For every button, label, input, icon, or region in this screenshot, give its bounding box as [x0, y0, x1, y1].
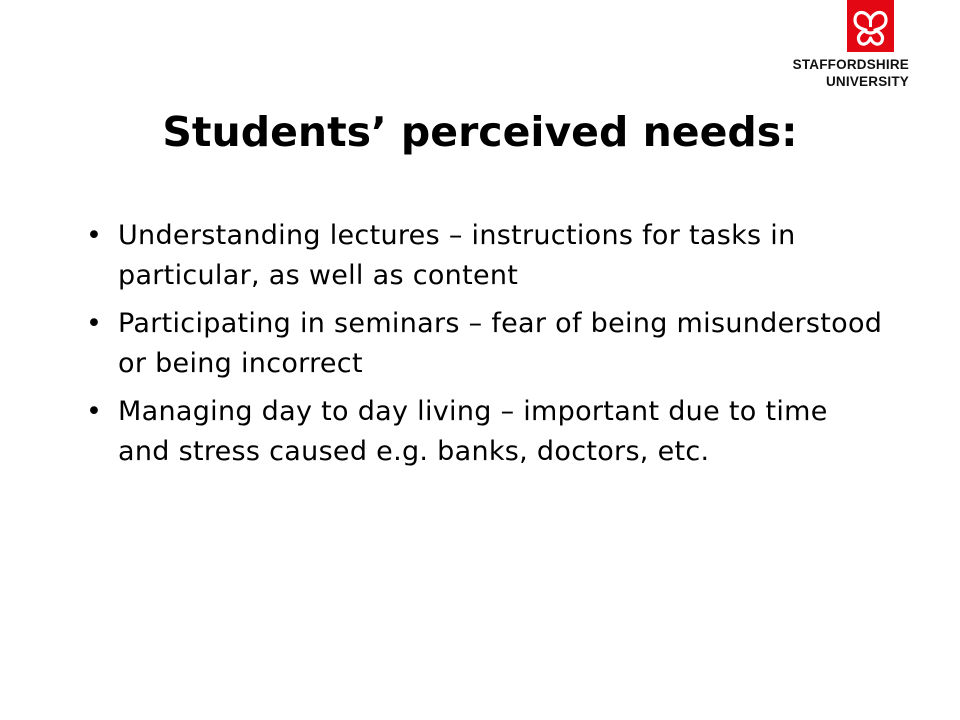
bullet-marker: • — [86, 396, 103, 427]
knot-emblem-icon — [847, 0, 894, 52]
bullet-text: Understanding lectures – instructions for tasks in particular, as well as content — [118, 220, 796, 291]
bullet-marker: • — [86, 308, 103, 339]
slide-title: Students’ perceived needs: — [162, 108, 798, 156]
bullet-item — [84, 304, 884, 384]
bullet-list — [84, 216, 884, 480]
bullet-item — [84, 216, 884, 296]
bullet-text: Managing day to day living – important due to time and stress caused e.g. banks, doctors, etc. — [118, 396, 828, 467]
logo-line-2: UNIVERSITY — [825, 74, 909, 89]
bullet-text: Participating in seminars – fear of being misunderstood or being incorrect — [118, 308, 883, 379]
bullet-item — [84, 392, 884, 472]
staffordshire-university-logo — [749, 0, 909, 96]
bullet-marker: • — [86, 220, 103, 251]
logo-wordmark — [749, 56, 909, 90]
logo-line-1: STAFFORDSHIRE — [792, 57, 909, 72]
